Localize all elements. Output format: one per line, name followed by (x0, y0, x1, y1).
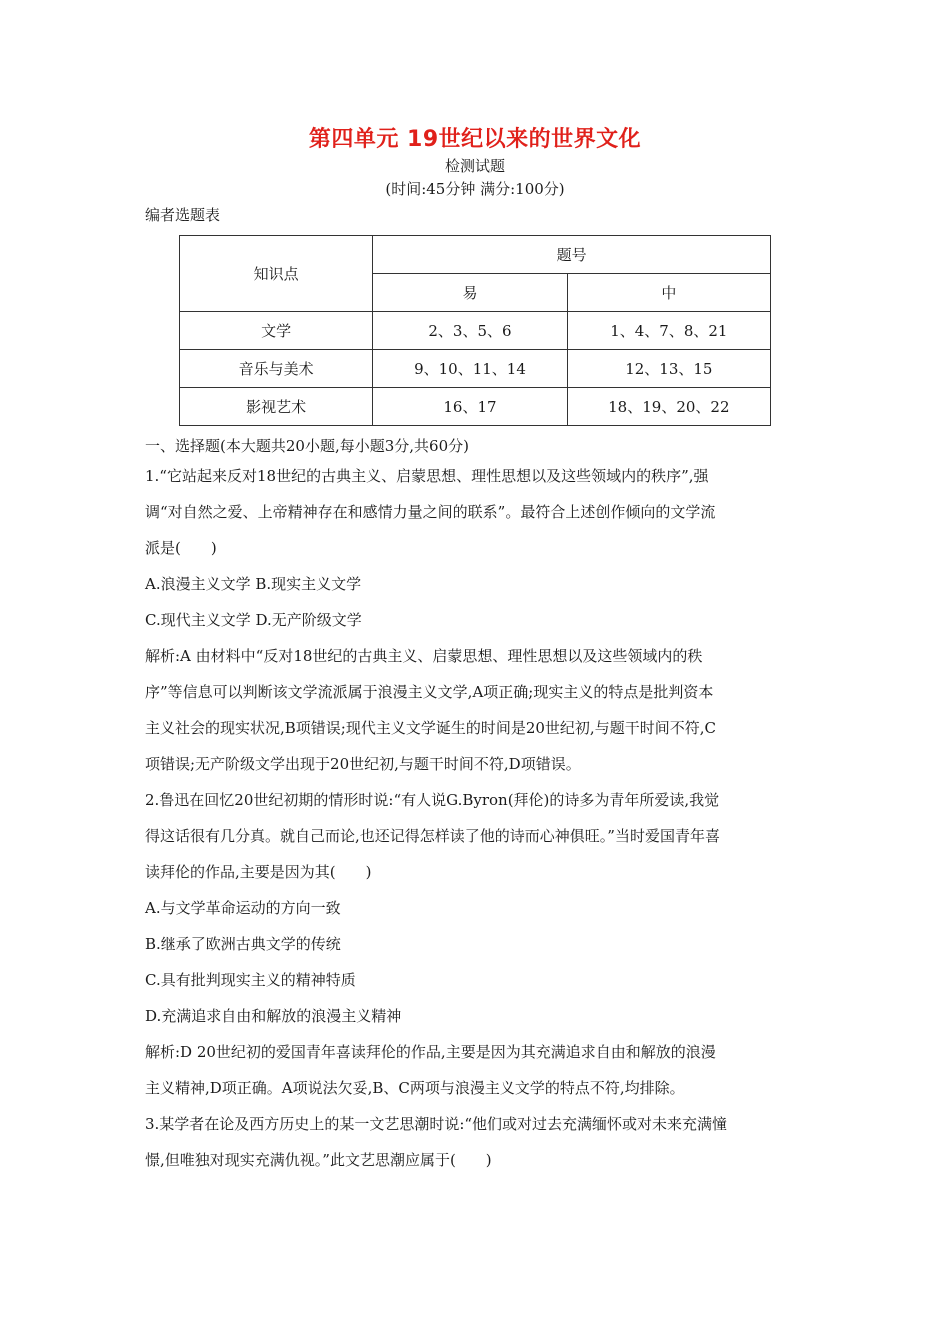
text-line: 项错误;无产阶级文学出现于20世纪初,与题干时间不符,D项错误。 (145, 755, 581, 773)
page-title: 第四单元 19世纪以来的世界文化 (308, 127, 642, 152)
text-line: 解析:D 20世纪初的爱国青年喜读拜伦的作品,主要是因为其充满追求自由和解放的浪漫 (145, 1043, 716, 1061)
text-line: B.继承了欧洲古典文学的传统 (145, 935, 341, 953)
text-line: 2.鲁迅在回忆20世纪初期的情形时说:“有人说G.Byron(拜伦)的诗多为青年所爱读,我觉 (145, 791, 720, 809)
body-text (145, 458, 810, 1178)
text-line: 得这话很有几分真。就自己而论,也还记得怎样读了他的诗而心神俱旺。”当时爱国青年喜 (145, 827, 720, 845)
text-line: A.与文学革命运动的方向一致 (145, 899, 341, 917)
text-line: C.具有批判现实主义的精神特质 (145, 971, 356, 989)
cell-easy: 9、10、11、14 (373, 350, 567, 388)
text-line: 主义精神,D项正确。A项说法欠妥,B、C两项与浪漫主义文学的特点不符,均排除。 (145, 1079, 685, 1097)
text-line: 憬,但唯独对现实充满仇视。”此文艺思潮应属于( ) (145, 1151, 492, 1169)
question-selection-table (179, 235, 771, 426)
table-row (180, 312, 771, 350)
text-line: 1.“它站起来反对18世纪的古典主义、启蒙思想、理性思想以及这些领域内的秩序”,强 (145, 467, 709, 485)
text-line: 序”等信息可以判断该文学流派属于浪漫主义文学,A项正确;现实主义的特点是批判资本 (145, 683, 714, 701)
cell-topic: 音乐与美术 (180, 350, 373, 388)
cell-easy: 2、3、5、6 (373, 312, 567, 350)
table-row (180, 350, 771, 388)
cell-easy: 16、17 (373, 388, 567, 426)
table-row (180, 388, 771, 426)
text-line: 派是( ) (145, 539, 217, 557)
cell-medium: 1、4、7、8、21 (567, 312, 770, 350)
cell-topic: 影视艺术 (180, 388, 373, 426)
text-line: 读拜伦的作品,主要是因为其( ) (145, 863, 372, 881)
header-question-numbers: 题号 (373, 236, 771, 274)
header-easy: 易 (373, 274, 567, 312)
text-line: C.现代主义文学 D.无产阶级文学 (145, 611, 362, 629)
cell-medium: 12、13、15 (567, 350, 770, 388)
table-label: 编者选题表 (145, 206, 221, 224)
text-line: 主义社会的现实状况,B项错误;现代主义文学诞生的时间是20世纪初,与题干时间不符,C (145, 719, 716, 737)
cell-topic: 文学 (180, 312, 373, 350)
cell-medium: 18、19、20、22 (567, 388, 770, 426)
section-heading: 一、选择题(本大题共20小题,每小题3分,共60分) (145, 437, 469, 455)
header-medium: 中 (567, 274, 770, 312)
text-line: 3.某学者在论及西方历史上的某一文艺思潮时说:“他们或对过去充满缅怀或对未来充满憧 (145, 1115, 728, 1133)
text-line: D.充满追求自由和解放的浪漫主义精神 (145, 1007, 402, 1025)
time-info: (时间:45分钟 满分:100分) (385, 180, 565, 198)
header-knowledge: 知识点 (180, 236, 373, 312)
text-line: 解析:A 由材料中“反对18世纪的古典主义、启蒙思想、理性思想以及这些领域内的秩 (145, 647, 703, 665)
text-line: 调“对自然之爱、上帝精神存在和感情力量之间的联系”。最符合上述创作倾向的文学流 (145, 503, 716, 521)
page-subtitle: 检测试题 (444, 157, 505, 175)
text-line: A.浪漫主义文学 B.现实主义文学 (145, 575, 362, 593)
